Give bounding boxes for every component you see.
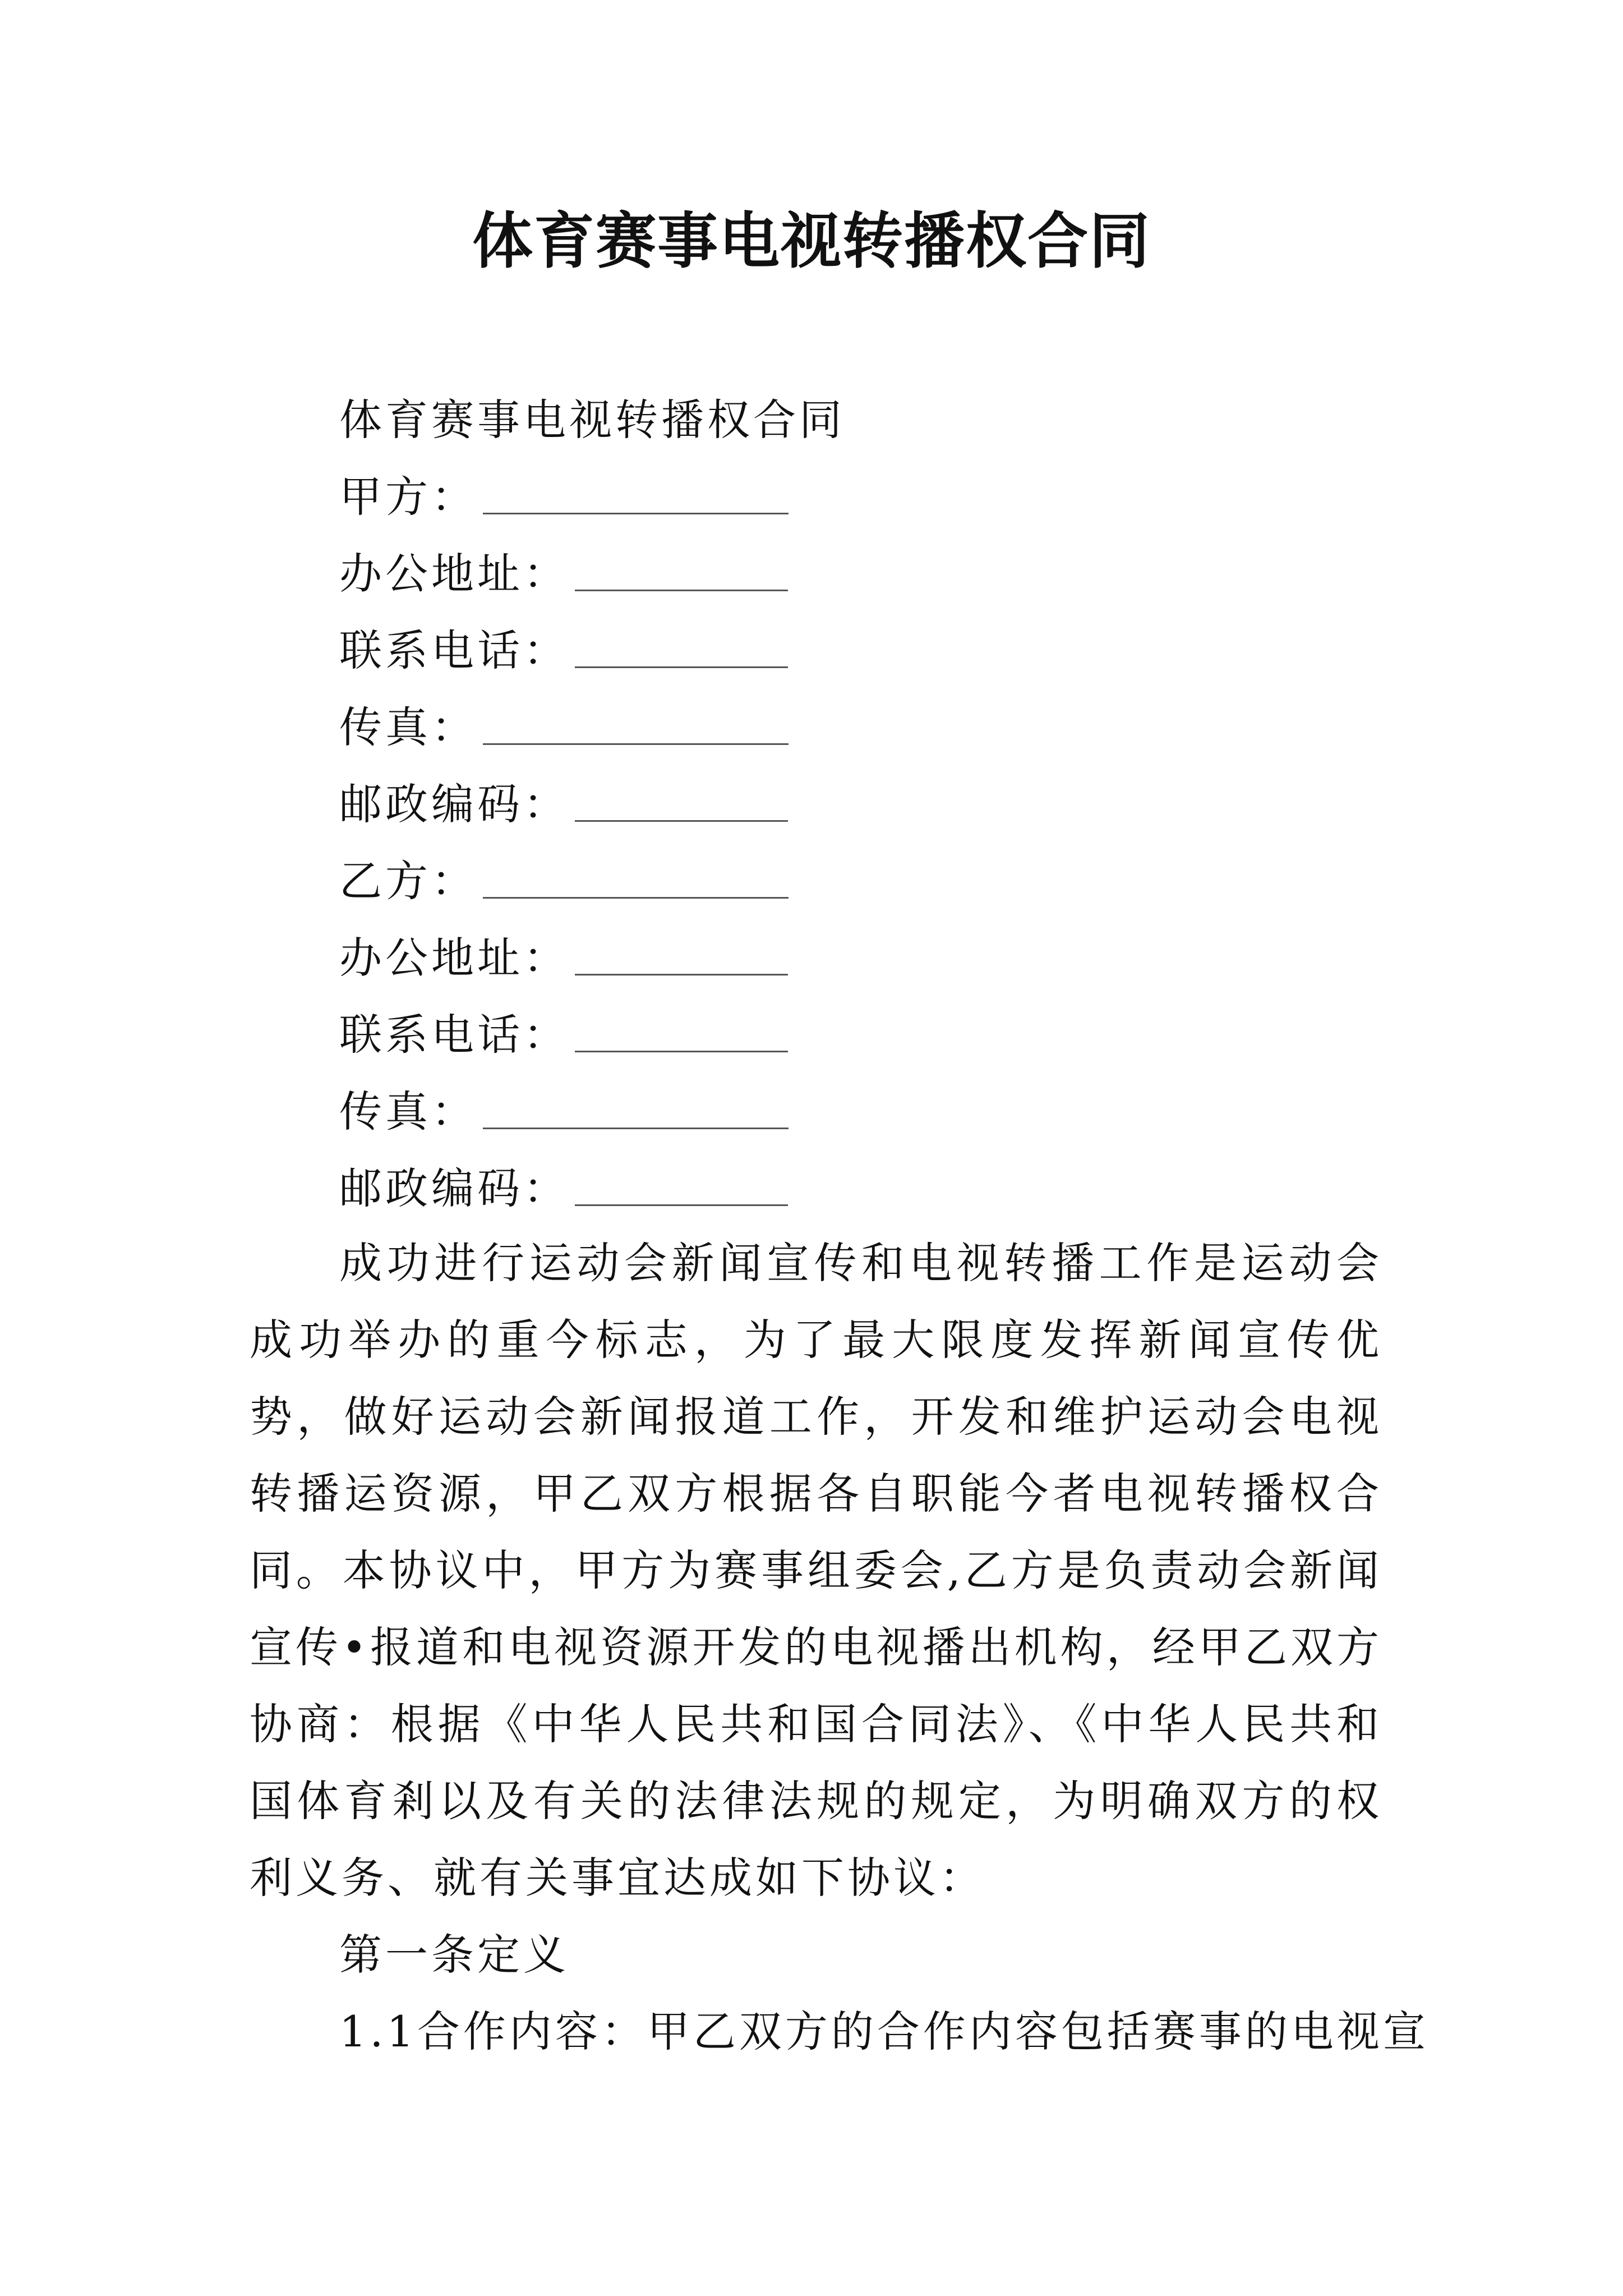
party-b-address-label: 办公地址： [339, 933, 569, 983]
party-a-phone-label: 联系电话： [339, 625, 569, 675]
party-b-phone-label: 联系电话： [339, 1010, 569, 1060]
party-b-fax-label: 传真： [339, 1087, 477, 1137]
party-b-address-blank[interactable] [575, 940, 788, 976]
party-b-fax-blank[interactable] [483, 1094, 789, 1129]
party-a-postcode-label: 邮政编码： [339, 779, 569, 829]
party-a-phone-row [339, 612, 1405, 689]
party-a-postcode-blank[interactable] [575, 786, 788, 822]
party-a-phone-blank[interactable] [575, 633, 788, 668]
party-a-fax-label: 传真： [339, 702, 477, 752]
party-a-postcode-row [339, 766, 1405, 843]
party-b-name-blank[interactable] [483, 863, 789, 899]
party-a-address-blank[interactable] [575, 556, 788, 591]
article-1-heading: 第一条定义 [339, 1930, 569, 1980]
document-title: 体育赛事电视转播权合同 [472, 206, 1151, 277]
party-a-fax-blank[interactable] [483, 710, 789, 745]
party-b-name-label: 乙方： [339, 856, 477, 906]
party-b-phone-blank[interactable] [575, 1017, 788, 1052]
party-b-name-row [339, 843, 1405, 919]
party-b-fax-row [339, 1073, 1405, 1150]
party-b-phone-row [339, 996, 1405, 1073]
party-b-postcode-label: 邮政编码： [339, 1163, 569, 1213]
party-a-name-label: 甲方： [339, 472, 477, 522]
party-b-postcode-row [339, 1150, 1405, 1227]
party-a-address-label: 办公地址： [339, 549, 569, 599]
intro-paragraph: 成功进行运动会新闻宣传和电视转播工作是运动会成功举办的重今标志，为了最大限度发挥新闻宣传优势，做好运动会新闻报道工作，开发和维护运动会电视转播运资源，甲乙双方根据各自职能今者电视转播权合同。本协议中，甲方为赛事组委会,乙方是负责动会新闻宣传•报道和电视资源开发的电视播出机构，经甲乙双方协商：根据《中华人民共和国合同法》、《中华人民共和国体育剎以及有关的法律法规的规定，为明确双方的权利义务、就有关事宜达成如下协议： [250, 1238, 1382, 1903]
contract-body [250, 1225, 1429, 2070]
party-a-name-row [339, 458, 1405, 535]
party-b-postcode-blank[interactable] [575, 1171, 788, 1206]
party-a-fax-row [339, 689, 1405, 766]
party-a-address-row [339, 535, 1405, 612]
party-a-name-blank[interactable] [483, 479, 789, 514]
party-info-form [339, 381, 1405, 1227]
clause-1-1: 1.1合作内容：甲乙双方的合作内容包括赛事的电视宣 [339, 2007, 1429, 2056]
party-b-address-row [339, 919, 1405, 996]
contract-subtitle: 体育赛事电视转播权合同 [339, 395, 845, 445]
